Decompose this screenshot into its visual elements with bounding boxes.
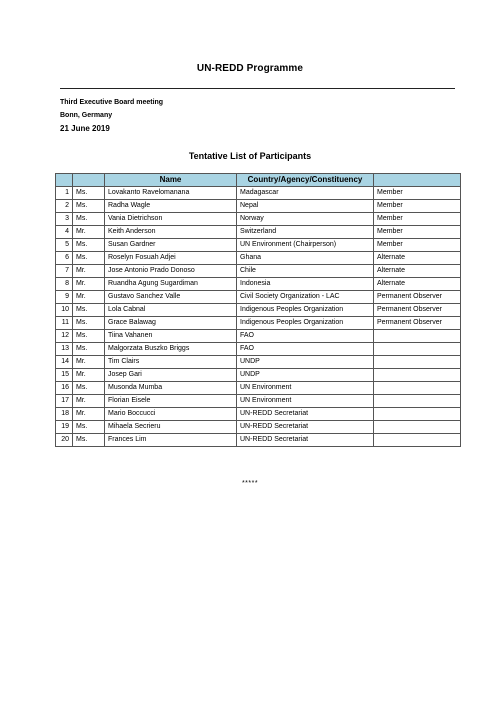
row-number: 15 (56, 369, 73, 382)
participant-role (374, 421, 461, 434)
participant-name: Roselyn Fosuah Adjei (105, 252, 237, 265)
list-title: Tentative List of Participants (188, 151, 312, 161)
table-row (56, 304, 461, 317)
participant-name: Mario Boccucci (105, 408, 237, 421)
participant-title: Ms. (73, 200, 105, 213)
participant-name: Tim Clairs (105, 356, 237, 369)
participant-country-agency: UNDP (237, 356, 374, 369)
participant-role (374, 356, 461, 369)
participant-role (374, 408, 461, 421)
participant-role (374, 343, 461, 356)
participant-role: Permanent Observer (374, 291, 461, 304)
participant-country-agency: UNDP (237, 369, 374, 382)
participant-role: Member (374, 187, 461, 200)
row-number: 14 (56, 356, 73, 369)
participant-country-agency: UN Environment (Chairperson) (237, 239, 374, 252)
participant-title: Ms. (73, 421, 105, 434)
participant-role: Permanent Observer (374, 304, 461, 317)
table-row (56, 200, 461, 213)
participant-country-agency: Indonesia (237, 278, 374, 291)
row-number: 7 (56, 265, 73, 278)
participant-name: Lola Cabnal (105, 304, 237, 317)
participant-title: Mr. (73, 356, 105, 369)
row-number: 11 (56, 317, 73, 330)
table-row (56, 252, 461, 265)
header-country-agency: Country/Agency/Constituency (237, 174, 374, 187)
participants-table-body (56, 187, 461, 447)
table-row (56, 408, 461, 421)
participant-name: Keith Anderson (105, 226, 237, 239)
header-title (73, 174, 105, 187)
table-header-row (56, 174, 461, 187)
participant-country-agency: FAO (237, 330, 374, 343)
participant-title: Ms. (73, 252, 105, 265)
table-row (56, 343, 461, 356)
participant-name: Lovakanto Ravelomanana (105, 187, 237, 200)
participant-country-agency: FAO (237, 343, 374, 356)
participant-title: Mr. (73, 265, 105, 278)
table-row (56, 213, 461, 226)
participant-role (374, 382, 461, 395)
participant-country-agency: UN-REDD Secretariat (237, 421, 374, 434)
end-of-document-mark: ***** (241, 480, 259, 487)
header-name: Name (105, 174, 237, 187)
participant-title: Ms. (73, 317, 105, 330)
participant-title: Ms. (73, 304, 105, 317)
participant-country-agency: Indigenous Peoples Organization (237, 317, 374, 330)
row-number: 20 (56, 434, 73, 447)
participant-name: Vania Dietrichson (105, 213, 237, 226)
participant-name: Tiina Vahanen (105, 330, 237, 343)
participant-role: Permanent Observer (374, 317, 461, 330)
participant-title: Ms. (73, 213, 105, 226)
header-number (56, 174, 73, 187)
row-number: 3 (56, 213, 73, 226)
table-row (56, 395, 461, 408)
row-number: 10 (56, 304, 73, 317)
participant-title: Ms. (73, 343, 105, 356)
document-title: UN-REDD Programme (196, 63, 304, 74)
participant-country-agency: UN-REDD Secretariat (237, 434, 374, 447)
table-row (56, 434, 461, 447)
participant-role: Alternate (374, 265, 461, 278)
participant-role: Member (374, 213, 461, 226)
participant-title: Ms. (73, 239, 105, 252)
participant-name: Florian Eisele (105, 395, 237, 408)
header-divider (60, 88, 455, 89)
participant-country-agency: Switzerland (237, 226, 374, 239)
table-row (56, 239, 461, 252)
participant-country-agency: Civil Society Organization - LAC (237, 291, 374, 304)
table-row (56, 421, 461, 434)
table-row (56, 291, 461, 304)
row-number: 17 (56, 395, 73, 408)
participant-name: Josep Gari (105, 369, 237, 382)
table-row (56, 330, 461, 343)
participant-country-agency: UN-REDD Secretariat (237, 408, 374, 421)
table-row (56, 382, 461, 395)
participant-title: Ms. (73, 434, 105, 447)
participant-name: Ruandha Agung Sugardiman (105, 278, 237, 291)
row-number: 6 (56, 252, 73, 265)
participant-name: Frances Lim (105, 434, 237, 447)
table-row (56, 317, 461, 330)
participant-role: Member (374, 226, 461, 239)
table-row (56, 265, 461, 278)
participant-role: Member (374, 239, 461, 252)
participant-title: Mr. (73, 226, 105, 239)
meeting-date: 21 June 2019 (60, 124, 110, 133)
table-row (56, 187, 461, 200)
header-role (374, 174, 461, 187)
participant-title: Mr. (73, 291, 105, 304)
participant-title: Mr. (73, 395, 105, 408)
participant-name: Grace Balawag (105, 317, 237, 330)
participant-country-agency: Chile (237, 265, 374, 278)
participant-name: Mihaela Secrieru (105, 421, 237, 434)
row-number: 18 (56, 408, 73, 421)
participant-country-agency: UN Environment (237, 395, 374, 408)
table-row (56, 356, 461, 369)
participant-role: Member (374, 200, 461, 213)
participant-role: Alternate (374, 278, 461, 291)
meeting-location: Bonn, Germany (60, 112, 113, 119)
participants-table (55, 173, 461, 447)
row-number: 8 (56, 278, 73, 291)
participant-country-agency: Norway (237, 213, 374, 226)
participant-role: Alternate (374, 252, 461, 265)
table-row (56, 278, 461, 291)
row-number: 5 (56, 239, 73, 252)
participant-name: Radha Wagle (105, 200, 237, 213)
row-number: 9 (56, 291, 73, 304)
row-number: 12 (56, 330, 73, 343)
row-number: 2 (56, 200, 73, 213)
participant-role (374, 369, 461, 382)
participant-title: Mr. (73, 408, 105, 421)
row-number: 4 (56, 226, 73, 239)
participant-title: Ms. (73, 382, 105, 395)
participant-title: Mr. (73, 278, 105, 291)
row-number: 13 (56, 343, 73, 356)
participant-title: Ms. (73, 330, 105, 343)
row-number: 19 (56, 421, 73, 434)
participant-name: Musonda Mumba (105, 382, 237, 395)
table-row (56, 226, 461, 239)
participant-country-agency: UN Environment (237, 382, 374, 395)
participant-role (374, 434, 461, 447)
participant-title: Mr. (73, 369, 105, 382)
participant-country-agency: Ghana (237, 252, 374, 265)
participant-role (374, 330, 461, 343)
participant-country-agency: Madagascar (237, 187, 374, 200)
row-number: 16 (56, 382, 73, 395)
participant-name: Susan Gardner (105, 239, 237, 252)
participant-title: Ms. (73, 187, 105, 200)
participant-country-agency: Indigenous Peoples Organization (237, 304, 374, 317)
participant-name: Jose Antonio Prado Donoso (105, 265, 237, 278)
participant-country-agency: Nepal (237, 200, 374, 213)
participant-name: Malgorzata Buszko Briggs (105, 343, 237, 356)
row-number: 1 (56, 187, 73, 200)
participant-name: Gustavo Sanchez Valle (105, 291, 237, 304)
table-row (56, 369, 461, 382)
meeting-name: Third Executive Board meeting (60, 99, 164, 106)
participant-role (374, 395, 461, 408)
